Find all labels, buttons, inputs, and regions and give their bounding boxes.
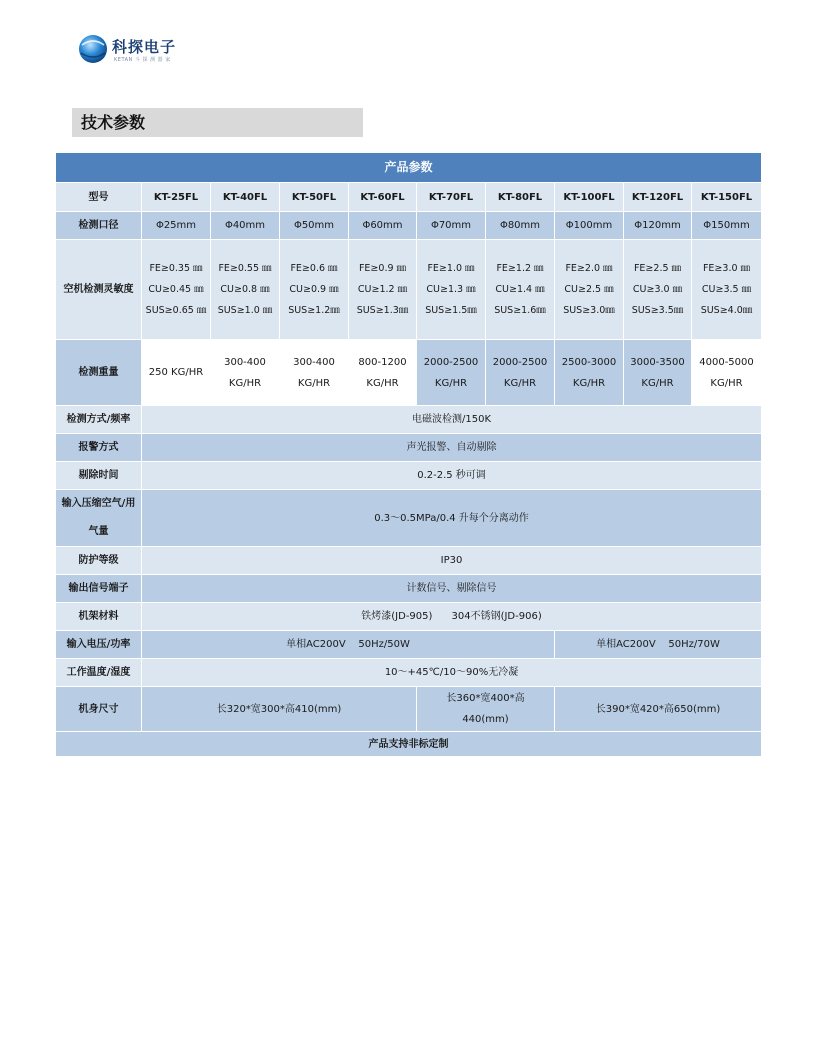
cu-value: CU≥1.3 ㎜	[426, 284, 476, 295]
logo-subtitle: KETAN 斗 探 测 器 家	[114, 57, 171, 63]
cu-value: CU≥0.9 ㎜	[289, 284, 339, 295]
sensitivity-cell	[555, 240, 624, 340]
reject-time-cell: 0.2-2.5 秒可调	[142, 462, 761, 490]
fe-value: FE≥3.0 ㎜	[702, 263, 751, 274]
weight-cell: 300-400 KG/HR	[280, 340, 349, 406]
spec-table	[56, 153, 761, 757]
model-cell: KT-60FL	[349, 183, 417, 212]
sus-value: SUS≥1.6㎜	[494, 305, 546, 316]
weight-cell: 4000-5000 KG/HR	[692, 340, 761, 406]
aperture-cell: Φ80mm	[486, 212, 555, 240]
fe-value: FE≥0.55 ㎜	[218, 263, 272, 274]
protection-cell: IP30	[142, 547, 761, 575]
weight-cell: 250 KG/HR	[142, 340, 211, 406]
row-header-alarm: 报警方式	[56, 434, 142, 462]
aperture-cell: Φ40mm	[211, 212, 280, 240]
aperture-cell: Φ120mm	[624, 212, 692, 240]
sensitivity-cell	[142, 240, 211, 340]
row-header-output: 输出信号端子	[56, 575, 142, 603]
cu-value: CU≥1.2 ㎜	[357, 284, 408, 295]
row-header-reject-time: 剔除时间	[56, 462, 142, 490]
row-header-method: 检测方式/频率	[56, 406, 142, 434]
size-cell-a: 长320*宽300*高410(mm)	[142, 687, 417, 732]
alarm-cell: 声光报警、自动剔除	[142, 434, 761, 462]
weight-cell: 3000-3500 KG/HR	[624, 340, 692, 406]
cu-value: CU≥2.5 ㎜	[564, 284, 614, 295]
row-header-size: 机身尺寸	[56, 687, 142, 732]
sus-value: SUS≥1.5㎜	[425, 305, 477, 316]
model-cell: KT-50FL	[280, 183, 349, 212]
fe-value: FE≥1.2 ㎜	[496, 263, 544, 274]
model-cell: KT-40FL	[211, 183, 280, 212]
fe-value: FE≥2.5 ㎜	[633, 263, 682, 274]
sus-value: SUS≥1.2㎜	[288, 305, 340, 316]
method-cell: 电磁波检测/150K	[142, 406, 761, 434]
aperture-cell: Φ70mm	[417, 212, 486, 240]
model-cell: KT-25FL	[142, 183, 211, 212]
model-cell: KT-120FL	[624, 183, 692, 212]
power-cell-a: 单相AC200V 50Hz/50W	[142, 631, 555, 659]
cu-value: CU≥3.0 ㎜	[632, 284, 683, 295]
weight-cell: 800-1200 KG/HR	[349, 340, 417, 406]
logo-name: 科探电子	[112, 38, 177, 56]
sensitivity-cell	[211, 240, 280, 340]
sus-value: SUS≥3.5㎜	[631, 305, 684, 316]
model-cell: KT-100FL	[555, 183, 624, 212]
weight-cell: 2500-3000 KG/HR	[555, 340, 624, 406]
cu-value: CU≥0.45 ㎜	[148, 284, 204, 295]
globe-logo-icon	[78, 33, 108, 65]
aperture-cell: Φ60mm	[349, 212, 417, 240]
sus-value: SUS≥1.3㎜	[356, 305, 409, 316]
sensitivity-cell	[692, 240, 761, 340]
model-cell: KT-70FL	[417, 183, 486, 212]
cu-value: CU≥0.8 ㎜	[220, 284, 270, 295]
fe-value: FE≥0.6 ㎜	[290, 263, 338, 274]
weight-cell: 2000-2500 KG/HR	[417, 340, 486, 406]
table-footer: 产品支持非标定制	[56, 732, 761, 757]
aperture-cell: Φ25mm	[142, 212, 211, 240]
sensitivity-cell	[280, 240, 349, 340]
model-cell: KT-150FL	[692, 183, 761, 212]
row-header-protection: 防护等级	[56, 547, 142, 575]
sensitivity-cell	[417, 240, 486, 340]
cu-value: CU≥3.5 ㎜	[701, 284, 752, 295]
air-cell: 0.3～0.5MPa/0.4 升每个分离动作	[142, 490, 761, 547]
size-cell-b: 长360*宽400*高440(mm)	[417, 687, 555, 732]
aperture-cell: Φ100mm	[555, 212, 624, 240]
model-cell: KT-80FL	[486, 183, 555, 212]
fe-value: FE≥1.0 ㎜	[427, 263, 475, 274]
sus-value: SUS≥0.65 ㎜	[145, 305, 207, 316]
weight-cell: 2000-2500 KG/HR	[486, 340, 555, 406]
sus-value: SUS≥4.0㎜	[700, 305, 753, 316]
row-header-sensitivity: 空机检测灵敏度	[56, 240, 142, 340]
fe-value: FE≥2.0 ㎜	[565, 263, 613, 274]
sensitivity-cell	[624, 240, 692, 340]
aperture-cell: Φ50mm	[280, 212, 349, 240]
row-header-env: 工作温度/湿度	[56, 659, 142, 687]
cu-value: CU≥1.4 ㎜	[495, 284, 545, 295]
fe-value: FE≥0.9 ㎜	[358, 263, 407, 274]
sus-value: SUS≥1.0 ㎜	[217, 305, 273, 316]
output-cell: 计数信号、剔除信号	[142, 575, 761, 603]
env-cell: 10～+45℃/10～90%无冷凝	[142, 659, 761, 687]
power-cell-b: 单相AC200V 50Hz/70W	[555, 631, 761, 659]
sensitivity-cell	[486, 240, 555, 340]
section-title: 技术参数	[72, 108, 363, 137]
row-header-frame: 机架材料	[56, 603, 142, 631]
row-header-weight: 检测重量	[56, 340, 142, 406]
row-header-model: 型号	[56, 183, 142, 212]
frame-cell: 铁烤漆(JD-905) 304不锈钢(JD-906)	[142, 603, 761, 631]
size-cell-c: 长390*宽420*高650(mm)	[555, 687, 761, 732]
row-header-air: 输入压缩空气/用气量	[56, 490, 142, 547]
fe-value: FE≥0.35 ㎜	[149, 263, 203, 274]
sensitivity-cell	[349, 240, 417, 340]
row-header-power: 输入电压/功率	[56, 631, 142, 659]
sus-value: SUS≥3.0㎜	[563, 305, 615, 316]
table-title: 产品参数	[56, 153, 761, 183]
weight-cell: 300-400 KG/HR	[211, 340, 280, 406]
aperture-cell: Φ150mm	[692, 212, 761, 240]
row-header-aperture: 检测口径	[56, 212, 142, 240]
